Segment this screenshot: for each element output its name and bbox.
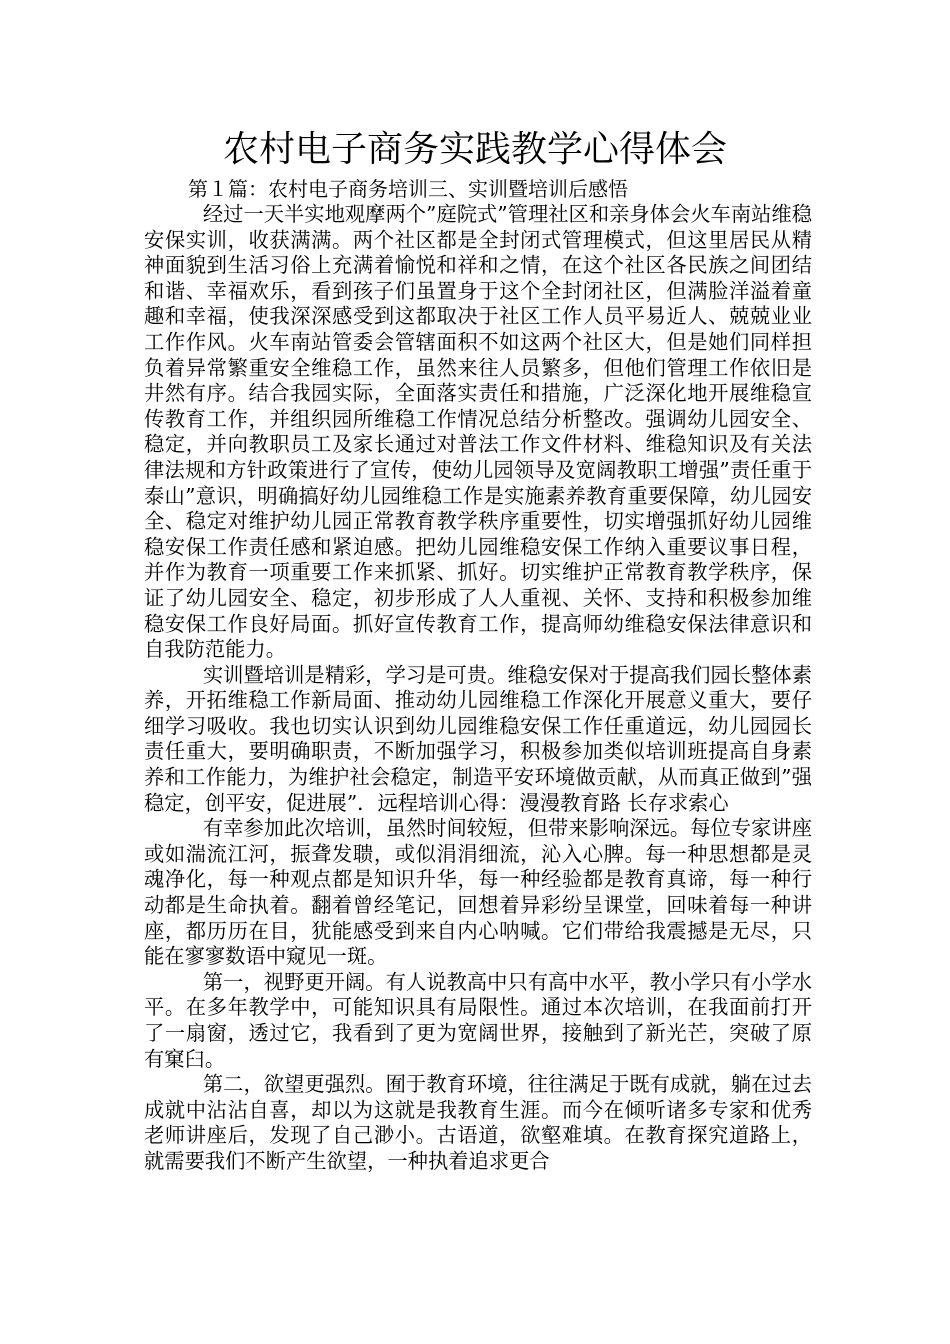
document-body [144, 202, 812, 1175]
paragraph-1: 经过一天半实地观摩两个”庭院式”管理社区和亲身体会火车南站维稳安保实训，收获满满。两个社区都是全封闭式管理模式，但这里居民从精神面貌到生活习俗上充满着愉悦和祥和之情，在这个社区各民族之间团结和谐、幸福欢乐，看到孩子们虽置身于这个全封闭社区，但满脸洋溢着童趣和幸福，使我深深感受到这都取决于社区工作人员平易近人、兢兢业业工作作风。火车南站管委会管辖面积不如这两个社区大，但是她们同样担负着异常繁重安全维稳工作，虽然来往人员繁多，但他们管理工作依旧是井然有序。结合我园实际，全面落实责任和措施，广泛深化地开展维稳宣传教育工作，并组织园所维稳工作情况总结分析整改。强调幼儿园安全、稳定，并向教职员工及家长通过对普法工作文件材料、维稳知识及有关法律法规和方针政策进行了宣传，使幼儿园领导及宽阔教职工增强”责任重于泰山”意识，明确搞好幼儿园维稳工作是实施素养教育重要保障，幼儿园安全、稳定对维护幼儿园正常教育教学秩序重要性，切实增强抓好幼儿园维稳安保工作责任感和紧迫感。把幼儿园维稳安保工作纳入重要议事日程，并作为教育一项重要工作来抓紧、抓好。切实维护正常教育教学秩序，保证了幼儿园安全、稳定，初步形成了人人重视、关怀、支持和积极参加维稳安保工作良好局面。抓好宣传教育工作，提高师幼维稳安保法律意识和自我防范能力。 [144, 202, 812, 662]
paragraph-3: 有幸参加此次培训，虽然时间较短，但带来影响深远。每位专家讲座或如湍流江河，振聋发聩，或似涓涓细流，沁入心脾。每一种思想都是灵魂净化，每一种观点都是知识升华，每一种经验都是教育真谛，每一种行动都是生命执着。翻着曾经笔记，回想着异彩纷呈课堂，回味着每一种讲座，都历历在目，犹能感受到来自内心呐喊。它们带给我震撼是无尽，只能在寥寥数语中窥见一斑。 [144, 816, 812, 969]
document-title: 农村电子商务实践教学心得体会 [222, 129, 727, 170]
paragraph-2: 实训暨培训是精彩，学习是可贵。维稳安保对于提高我们园长整体素养，开拓维稳工作新局面、推动幼儿园维稳工作深化开展意义重大，要仔细学习吸收。我也切实认识到幼儿园维稳安保工作任重道远，幼儿园园长责任重大，要明确职责，不断加强学习，积极参加类似培训班提高自身素养和工作能力，为维护社会稳定，制造平安环境做贡献，从而真正做到”强稳定，创平安，促进展”．远程培训心得：漫漫教育路 长存求索心 [144, 662, 812, 815]
section-heading: 第１篇：农村电子商务培训三、实训暨培训后感悟 [188, 177, 628, 201]
paragraph-4: 第一，视野更开阔。有人说教高中只有高中水平，教小学只有小学水平。在多年教学中，可能知识具有局限性。通过本次培训，在我面前打开了一扇窗，透过它，我看到了更为宽阔世界，接触到了新光芒，突破了原有窠臼。 [144, 969, 812, 1071]
paragraph-5: 第二，欲望更强烈。囿于教育环境，往往满足于既有成就，躺在过去成就中沾沾自喜，却以为这就是我教育生涯。而今在倾听诸多专家和优秀老师讲座后，发现了自己渺小。古语道，欲壑难填。在教育探究道路上，就需要我们不断产生欲望，一种执着追求更合 [144, 1072, 812, 1173]
